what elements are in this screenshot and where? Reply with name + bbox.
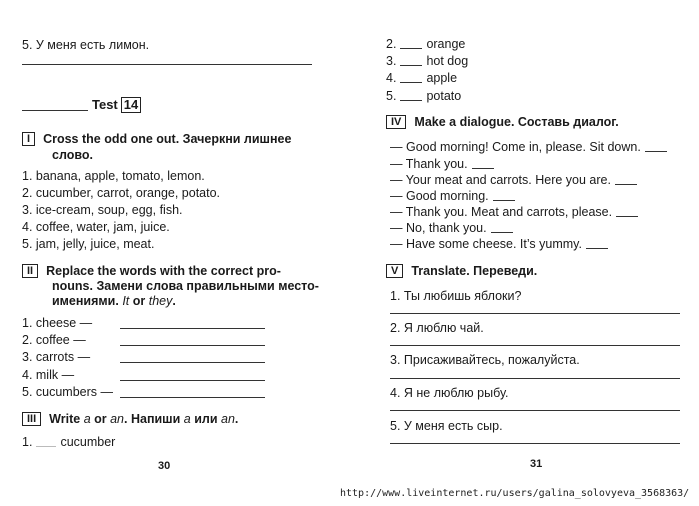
answer-line [120,328,265,329]
ex3-an: an [110,412,125,426]
left-top-item: 5. У меня есть лимон. [22,38,150,52]
ex2-or: or [132,294,146,308]
item-num: 2. [386,37,397,51]
item-word: hot dog [426,54,469,68]
page-number: 31 [530,458,543,470]
test-rule [22,110,88,111]
ex3-title [22,412,238,427]
ex1-item-1: 1. banana, apple, tomato, lemon. [22,169,205,183]
ex3-a2: a [183,412,191,426]
answer-line [22,64,312,65]
ex1-number: I [22,132,35,146]
page-number: 30 [158,460,171,472]
ex2-title [22,264,281,279]
ex4-line-1 [390,140,671,155]
ex2-title-line3 [52,294,176,309]
item-word: orange [426,37,466,51]
blank [36,435,56,447]
blank [400,89,422,101]
ex2-item-5: 5. cucumbers — [22,385,114,399]
blank [491,221,513,233]
dialogue-line: — Thank you. [390,157,468,171]
ex4-line-5 [390,205,642,220]
ex1-item-3: 3. ice-cream, soup, egg, fish. [22,203,183,217]
ex4-line-3 [390,173,641,188]
ex4-line-6 [390,221,517,236]
ex1-item-4: 4. coffee, water, jam, juice. [22,220,170,234]
ex1-title-line1: Cross the odd one out. Зачеркни лишнее [43,132,292,146]
right-page [350,0,699,480]
right-top-item-3 [386,54,468,69]
ex1-item-2: 2. cucumber, carrot, orange, potato. [22,186,221,200]
item-word: potato [426,89,462,103]
item-num: 3. [386,54,397,68]
ex2-title-end: . [172,294,176,308]
dialogue-line: — Your meat and carrots. Here you are. [390,173,611,187]
ex5-number: V [386,264,403,278]
blank [493,189,515,201]
dialogue-line: — No, thank you. [390,221,487,235]
dialogue-line: — Have some cheese. It’s yummy. [390,237,582,251]
ex3-a: a [83,412,91,426]
ex2-it: It [122,294,130,308]
ex5-item-4: 4. Я не люблю рыбу. [390,386,509,400]
ex5-item-3: 3. Присаживайтесь, пожалуйста. [390,353,580,367]
ex3-item-1-word: cucumber [60,435,116,449]
ex3-title-end: . [234,412,239,426]
test-label: Test [92,97,118,112]
blank [616,205,638,217]
answer-line [120,345,265,346]
ex5-item-2: 2. Я люблю чай. [390,321,484,335]
answer-line [390,345,680,346]
blank [645,140,667,152]
answer-line [390,443,680,444]
ex3-napishi: . Напиши [124,412,181,426]
item-num: 4. [386,71,397,85]
answer-line [390,410,680,411]
dialogue-line: — Thank you. Meat and carrots, please. [390,205,613,219]
blank [400,54,422,66]
test-heading [92,97,141,113]
answer-line [390,313,680,314]
ex5-title-text: Translate. Переведи. [411,264,538,278]
ex2-title-line2: nouns. Замени слова правильными место- [52,279,319,293]
ex3-item-1-num: 1. [22,435,33,449]
ex3-item-1 [22,435,115,450]
ex3-or: or [94,412,107,426]
dialogue-line: — Good morning. [390,189,489,203]
ex5-title [386,264,537,279]
ex2-title-line3-text: имениями. [52,294,119,308]
ex2-item-1: 1. cheese — [22,316,93,330]
ex2-they: they [148,294,173,308]
right-top-item-5 [386,89,461,104]
ex1-title [22,132,291,147]
ex2-item-2: 2. coffee — [22,333,86,347]
right-top-item-4 [386,71,457,86]
ex5-item-5: 5. У меня есть сыр. [390,419,503,433]
ex4-line-4 [390,189,519,204]
answer-line [120,380,265,381]
right-top-item-2 [386,37,465,52]
ex3-an2: an [221,412,235,426]
ex3-ili: или [194,412,218,426]
answer-line [120,397,265,398]
ex4-line-7 [390,237,612,252]
ex2-number: II [22,264,38,278]
blank [586,237,608,249]
answer-line [120,362,265,363]
ex2-title-line1: Replace the words with the correct pro- [46,264,281,278]
ex5-item-1: 1. Ты любишь яблоки? [390,289,522,303]
answer-line [390,378,680,379]
ex4-title-text: Make a dialogue. Составь диалог. [414,115,619,129]
item-word: apple [426,71,458,85]
dialogue-line: — Good morning! Come in, please. Sit down. [390,140,641,154]
ex3-number: III [22,412,41,426]
ex2-item-3: 3. carrots — [22,350,91,364]
blank [400,71,422,83]
ex3-write: Write [49,412,81,426]
blank [400,37,422,49]
left-page [0,0,350,480]
blank [615,173,637,185]
ex2-item-4: 4. milk — [22,368,75,382]
test-number: 14 [121,97,141,113]
ex4-number: IV [386,115,406,129]
ex4-line-2 [390,157,498,172]
ex4-title [386,115,619,130]
item-num: 5. [386,89,397,103]
blank [472,157,494,169]
ex1-item-5: 5. jam, jelly, juice, meat. [22,237,155,251]
source-url: http://www.liveinternet.ru/users/galina_solovyeva_3568363/ [340,488,690,499]
ex1-title-line2: слово. [52,148,93,162]
